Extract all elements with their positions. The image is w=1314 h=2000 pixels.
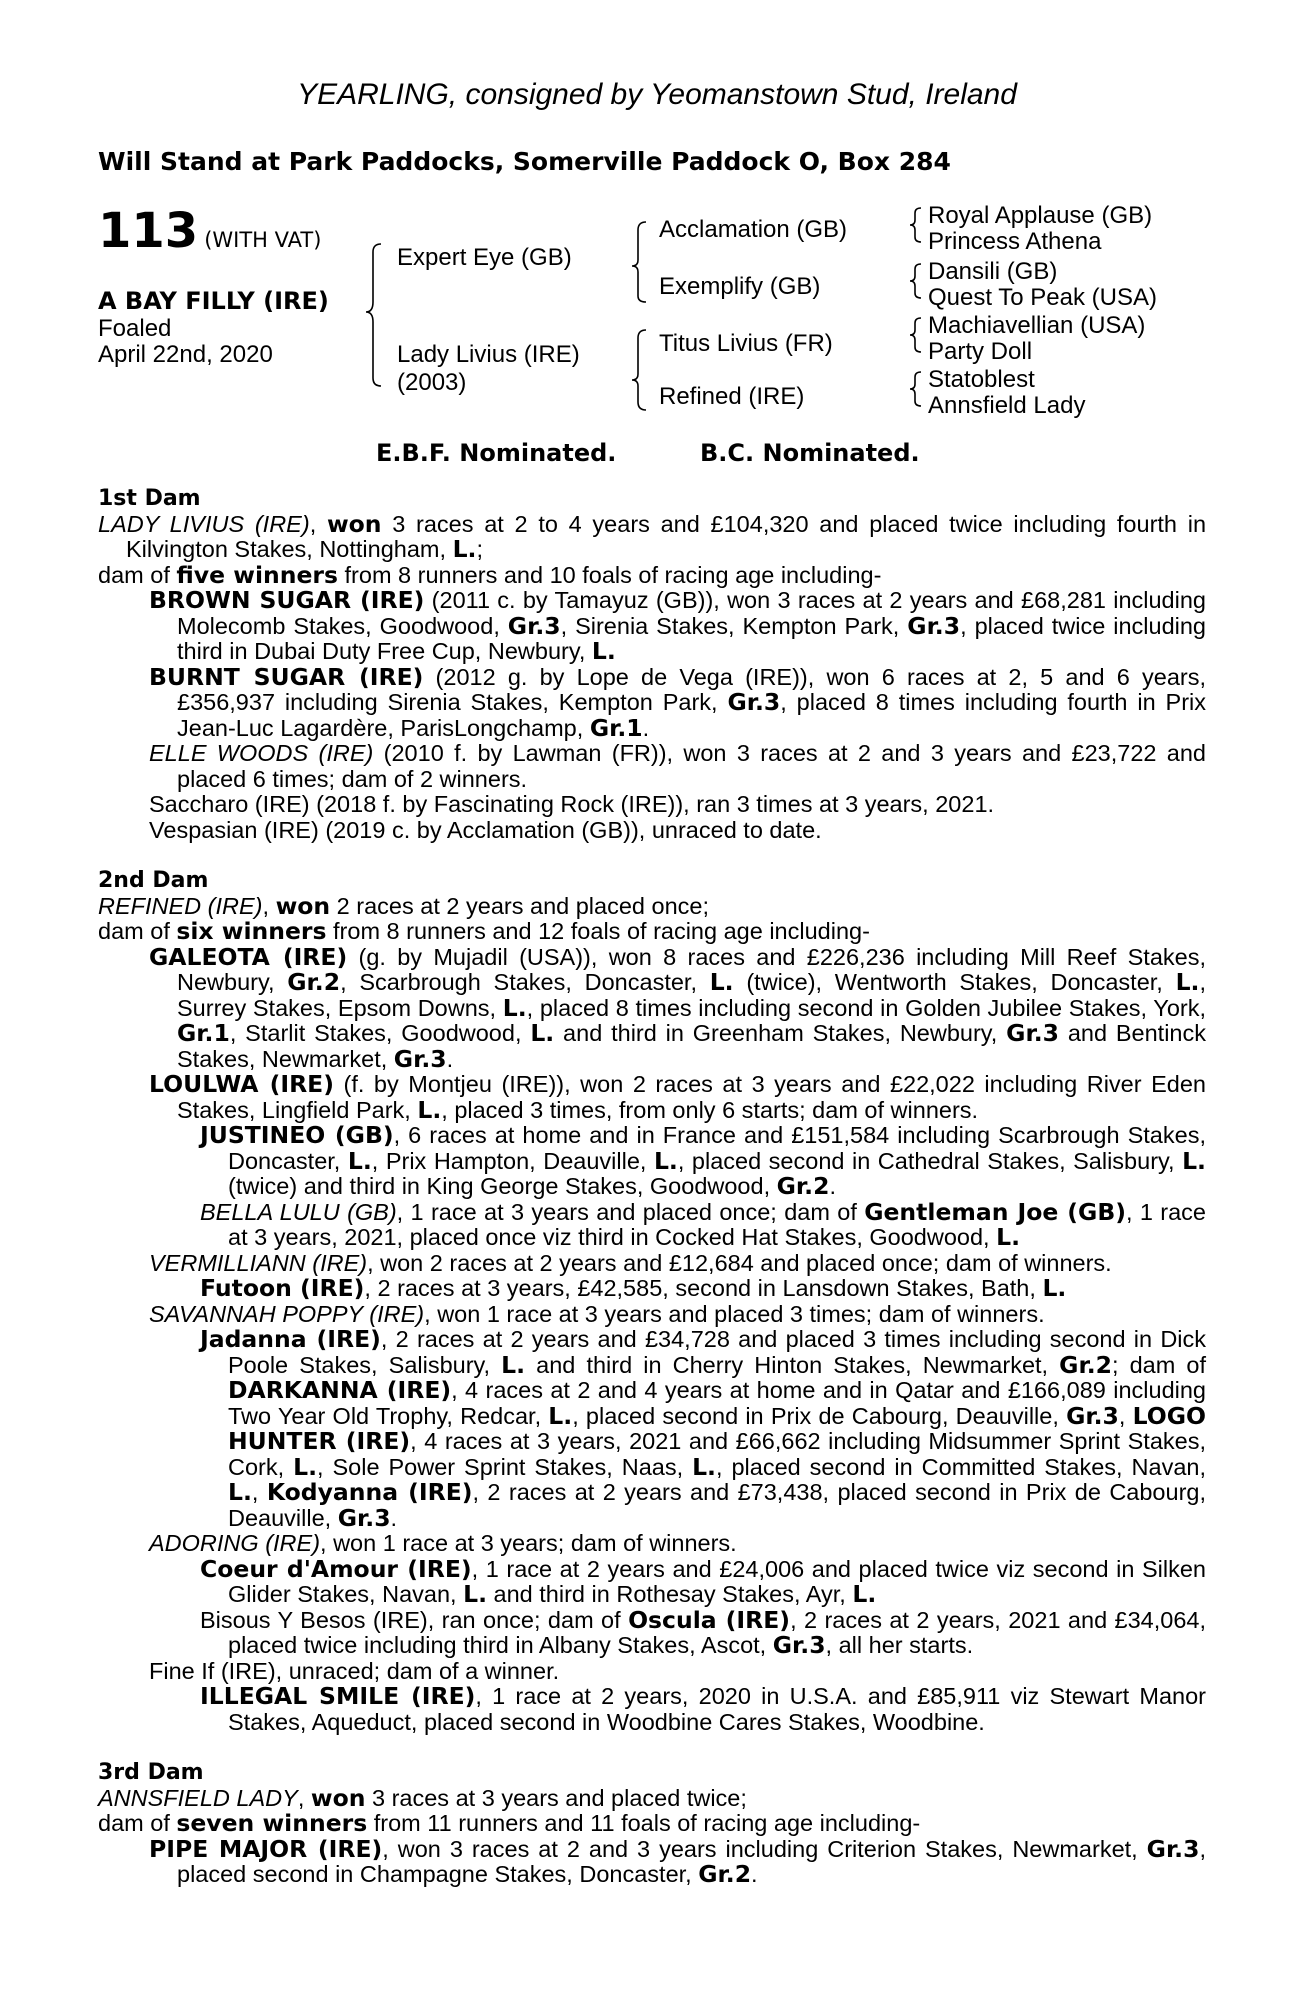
text-run: L. bbox=[293, 1452, 318, 1481]
lot-number: 113 bbox=[98, 203, 199, 259]
entry-savannah-poppy bbox=[149, 1302, 1206, 1328]
text-run: Vespasian (IRE) (2019 c. by Acclamation (GB)), unraced to date. bbox=[149, 816, 822, 843]
entry-galeota bbox=[149, 942, 1206, 1073]
text-run: , 1 race at 3 years, 2021, placed once viz third in Cocked Hat Stakes, Goodwood, bbox=[228, 1198, 1206, 1250]
text-run: L. bbox=[452, 535, 477, 563]
g3-7: Statoblest bbox=[928, 366, 1035, 393]
text-run: DARKANNA (IRE) bbox=[228, 1376, 452, 1404]
text-run: L. bbox=[1175, 968, 1200, 996]
text-run: , placed 8 times including fourth in Prix Jean-Luc Lagardère, ParisLongchamp, bbox=[177, 689, 1206, 741]
text-run: L. bbox=[1182, 1146, 1206, 1175]
foaled-date: April 22nd, 2020 bbox=[98, 341, 273, 368]
entry-brown-sugar bbox=[149, 588, 1206, 665]
text-run: L. bbox=[709, 968, 734, 996]
text-run: five winners bbox=[176, 560, 338, 589]
text-run: BROWN SUGAR (IRE) bbox=[149, 586, 425, 614]
horse-name: A BAY FILLY (IRE) bbox=[98, 287, 329, 315]
text-run: , Scarbrough Stakes, Doncaster, bbox=[340, 969, 710, 995]
text-run: ANNSFIELD LADY bbox=[98, 1784, 298, 1811]
text-run: PIPE MAJOR (IRE) bbox=[149, 1834, 383, 1863]
entry-fine-if bbox=[149, 1659, 1206, 1685]
text-run: dam of bbox=[98, 918, 177, 944]
text-run: won bbox=[310, 1783, 366, 1812]
text-run: Gr.3 bbox=[907, 611, 961, 640]
vat-note: (WITH VAT) bbox=[204, 228, 322, 252]
text-run: Fine If (IRE), unraced; dam of a winner. bbox=[149, 1657, 560, 1684]
produce-record bbox=[98, 486, 1206, 1888]
section-gap bbox=[98, 843, 1206, 868]
text-run: 3 races at 2 to 4 years and £104,320 and placed twice including fourth in Kilvington Stakes, Nottingham, bbox=[126, 510, 1207, 562]
text-run: . bbox=[642, 714, 650, 741]
g3-3: Dansili (GB) bbox=[928, 258, 1058, 285]
text-run: ILLEGAL SMILE (IRE) bbox=[200, 1682, 476, 1710]
text-run: L. bbox=[692, 1452, 716, 1481]
entry-d1-produce bbox=[98, 560, 1206, 589]
text-run: Gr.3 bbox=[772, 1631, 826, 1659]
text-run: LOULWA (IRE) bbox=[149, 1070, 334, 1098]
text-run: from 8 runners and 12 foals of racing age including- bbox=[326, 918, 870, 944]
entry-elle-woods bbox=[149, 741, 1206, 792]
text-run: , Surrey Stakes, Epsom Downs, bbox=[177, 969, 1206, 1021]
text-run: L. bbox=[653, 1146, 678, 1175]
text-run: . bbox=[390, 1504, 398, 1531]
text-run: L. bbox=[591, 637, 616, 665]
entry-bisous bbox=[200, 1605, 1207, 1659]
text-run: (2012 g. by Lope de Vega (IRE)), won 6 races at 2, 5 and 6 years, £356,937 including Sirenia Stakes, Kempton Park, bbox=[177, 663, 1206, 715]
text-run: BURNT SUGAR (IRE) bbox=[149, 662, 424, 691]
sire-name: Expert Eye (GB) bbox=[397, 244, 572, 271]
text-run: won bbox=[326, 509, 382, 538]
bracket-main bbox=[366, 244, 381, 386]
entry-vespasian bbox=[149, 818, 1206, 844]
text-run: Gr.2 bbox=[698, 1860, 752, 1888]
text-run: LOGO HUNTER (IRE) bbox=[228, 1401, 1206, 1455]
text-run: L. bbox=[417, 1095, 442, 1124]
entry-d1-intro bbox=[98, 509, 1207, 563]
text-run: 3 races at 3 years and placed twice; bbox=[365, 1784, 747, 1811]
text-run: and third in Cherry Hinton Stakes, Newmarket, bbox=[525, 1351, 1060, 1378]
text-run: Gr.2 bbox=[1059, 1350, 1112, 1379]
text-run: GALEOTA (IRE) bbox=[149, 942, 348, 971]
sire-sire: Acclamation (GB) bbox=[659, 216, 848, 243]
text-run: (twice) and third in King George Stakes, Goodwood, bbox=[228, 1173, 777, 1199]
text-run: JUSTINEO (GB) bbox=[200, 1121, 394, 1149]
text-run: Coeur d'Amour (IRE) bbox=[200, 1554, 472, 1583]
sire-dam: Exemplify (GB) bbox=[659, 273, 821, 300]
text-run: , bbox=[309, 510, 327, 537]
text-run: . bbox=[751, 1861, 758, 1887]
bc-nomination: B.C. Nominated. bbox=[700, 439, 920, 467]
section-gap bbox=[98, 1735, 1206, 1760]
text-run: Gr.3 bbox=[727, 688, 781, 716]
entry-vermilliann bbox=[149, 1251, 1206, 1277]
text-run: REFINED (IRE) bbox=[98, 892, 263, 919]
text-run: Futoon (IRE) bbox=[200, 1274, 365, 1302]
g3-1: Royal Applause (GB) bbox=[928, 202, 1153, 229]
entry-futoon bbox=[200, 1276, 1206, 1302]
text-run: dam of bbox=[98, 561, 177, 588]
text-run: L. bbox=[996, 1223, 1021, 1251]
section-heading-third: 3rd Dam bbox=[98, 1760, 204, 1785]
text-run: L. bbox=[530, 1019, 555, 1047]
entry-burnt-sugar bbox=[149, 662, 1206, 742]
bracket-g3-3 bbox=[910, 318, 921, 352]
text-run: Gr.3 bbox=[337, 1503, 391, 1532]
text-run: (2011 c. by Tamayuz (GB)), won 3 races at 2 years and £68,281 including Molecomb Stakes, Goodwood, bbox=[177, 587, 1206, 639]
entry-d3-produce bbox=[98, 1811, 1206, 1837]
g3-5: Machiavellian (USA) bbox=[928, 312, 1146, 339]
text-run: Gr.2 bbox=[776, 1172, 830, 1200]
text-run: six winners bbox=[176, 917, 327, 945]
text-run: Kodyanna (IRE) bbox=[266, 1478, 473, 1506]
text-run: Gr.1 bbox=[589, 713, 643, 742]
entry-d2-produce bbox=[98, 919, 1206, 945]
g3-8: Annsfield Lady bbox=[928, 392, 1086, 419]
text-run: , placed second in Prix de Cabourg, Deauville, bbox=[572, 1402, 1067, 1429]
text-run: , bbox=[251, 1479, 267, 1505]
text-run: , 4 races at 3 years, 2021 and £66,662 including Midsummer Sprint Stakes, Cork, bbox=[228, 1428, 1206, 1480]
text-run: , 2 races at 3 years, £42,585, second in Lansdown Stakes, Bath, bbox=[364, 1275, 1043, 1301]
text-run: , 1 race at 2 years, 2020 in U.S.A. and £85,911 viz Stewart Manor Stakes, Aqueduct, placed second in Woodbine Cares Stakes, Woodbine. bbox=[228, 1683, 1206, 1735]
bracket-g3-1 bbox=[910, 208, 921, 242]
section-heading-second: 2nd Dam bbox=[98, 868, 209, 893]
text-run: , 1 race at 2 years and £24,006 and placed twice viz second in Silken Glider Stakes, Navan, bbox=[228, 1555, 1206, 1607]
text-run: ADORING (IRE) bbox=[149, 1530, 321, 1556]
text-run: , won 1 race at 3 years; dam of winners. bbox=[320, 1530, 737, 1556]
text-run: dam of bbox=[98, 1810, 177, 1836]
text-run: , bbox=[1118, 1402, 1133, 1429]
dam-name: Lady Livius (IRE) bbox=[397, 341, 580, 368]
text-run: , 2 races at 2 years, 2021 and £34,064, placed twice including third in Albany Stakes, Ascot, bbox=[228, 1606, 1207, 1658]
text-run: Gr.1 bbox=[177, 1019, 230, 1047]
text-run: L. bbox=[228, 1478, 252, 1506]
text-run: seven winners bbox=[176, 1809, 368, 1837]
section-heading-first: 1st Dam bbox=[98, 486, 201, 511]
text-run: L. bbox=[463, 1580, 488, 1608]
text-run: 2 races at 2 years and placed once; bbox=[330, 892, 710, 919]
entry-d3-intro bbox=[98, 1783, 1206, 1812]
text-run: , placed second in Committed Stakes, Navan, bbox=[715, 1453, 1206, 1480]
entry-adoring bbox=[149, 1531, 1206, 1557]
text-run: Gr.3 bbox=[393, 1044, 447, 1073]
bracket-g3-2 bbox=[910, 264, 921, 298]
text-run: , Starlit Stakes, Goodwood, bbox=[229, 1020, 531, 1046]
text-run: , 2 races at 2 years and £34,728 and placed 3 times including second in Dick Poole Stakes, Salisbury, bbox=[228, 1326, 1207, 1378]
text-run: Oscula (IRE) bbox=[628, 1605, 791, 1634]
bracket-g3-4 bbox=[910, 372, 921, 406]
text-run: . bbox=[829, 1173, 836, 1199]
text-run: , won 3 races at 2 and 3 years including Criterion Stakes, Newmarket, bbox=[382, 1835, 1147, 1862]
text-run: , placed second in Cathedral Stakes, Salisbury, bbox=[677, 1147, 1183, 1174]
text-run: , Prix Hampton, Deauville, bbox=[371, 1147, 654, 1174]
consignment-line: YEARLING, consigned by Yeomanstown Stud, Ireland bbox=[297, 78, 1017, 111]
text-run: (2010 f. by Lawman (FR)), won 3 races at 2 and 3 years and £23,722 and placed 6 times; dam of 2 winners. bbox=[177, 740, 1206, 792]
dam-foaled-year: (2003) bbox=[397, 369, 467, 396]
text-run: , 6 races at home and in France and £151,584 including Scarbrough Stakes, Doncaster, bbox=[228, 1122, 1206, 1174]
text-run: , bbox=[297, 1784, 311, 1811]
text-run: Gr.3 bbox=[507, 611, 561, 640]
text-run: (f. by Montjeu (IRE)), won 2 races at 3 years and £22,022 including River Eden Stakes, Lingfield Park, bbox=[177, 1071, 1206, 1123]
dam-sire: Titus Livius (FR) bbox=[659, 330, 833, 357]
text-run: (twice), Wentworth Stakes, Doncaster, bbox=[733, 969, 1176, 995]
text-run: , placed twice including third in Dubai Duty Free Cup, Newbury, bbox=[177, 612, 1206, 664]
text-run: and third in Rothesay Stakes, Ayr, bbox=[487, 1581, 853, 1607]
text-run: Bisous Y Besos (IRE), ran once; dam of bbox=[200, 1606, 629, 1633]
text-run: , won 1 race at 3 years and placed 3 times; dam of winners. bbox=[424, 1300, 1045, 1327]
entry-pipe-major bbox=[149, 1834, 1206, 1888]
text-run: Jadanna (IRE) bbox=[200, 1325, 381, 1353]
pedigree-brackets bbox=[0, 0, 1314, 460]
text-run: won bbox=[275, 891, 331, 920]
text-run: L. bbox=[502, 993, 527, 1022]
text-run: Gr.3 bbox=[1066, 1401, 1119, 1430]
text-run: , all her starts. bbox=[825, 1632, 974, 1658]
dam-dam: Refined (IRE) bbox=[659, 383, 805, 410]
g3-4: Quest To Peak (USA) bbox=[928, 284, 1157, 311]
text-run: ; dam of bbox=[1111, 1351, 1207, 1378]
ebf-nomination: E.B.F. Nominated. bbox=[376, 439, 617, 467]
text-run: VERMILLIANN (IRE) bbox=[149, 1249, 368, 1276]
foaled-label: Foaled bbox=[98, 315, 172, 342]
entry-justineo bbox=[200, 1123, 1206, 1200]
text-run: ELLE WOODS (IRE) bbox=[149, 740, 374, 766]
text-run: L. bbox=[548, 1401, 573, 1430]
text-run: Gr.3 bbox=[1006, 1019, 1059, 1047]
text-run: Gr.3 bbox=[1146, 1834, 1200, 1863]
text-run: , 4 races at 2 and 4 years at home and in Qatar and £166,089 including Two Year Old Trophy, Redcar, bbox=[228, 1377, 1206, 1429]
text-run: , placed second in Champagne Stakes, Doncaster, bbox=[177, 1835, 1206, 1887]
text-run: , Sirenia Stakes, Kempton Park, bbox=[560, 612, 908, 639]
entry-saccharo bbox=[149, 792, 1206, 818]
entry-loulwa bbox=[149, 1072, 1206, 1123]
text-run: ; bbox=[476, 536, 483, 562]
text-run: (g. by Mujadil (USA)), won 8 races and £226,236 including Mill Reef Stakes, Newbury, bbox=[177, 943, 1206, 995]
entry-jadanna bbox=[200, 1327, 1206, 1531]
text-run: L. bbox=[347, 1146, 372, 1175]
text-run: LADY LIVIUS (IRE) bbox=[98, 510, 310, 537]
text-run: , 2 races at 2 years and £73,438, placed second in Prix de Cabourg, Deauville, bbox=[228, 1479, 1206, 1531]
text-run: from 11 runners and 11 foals of racing age including- bbox=[367, 1810, 921, 1836]
bracket-dam bbox=[632, 330, 646, 410]
text-run: , Sole Power Sprint Stakes, Naas, bbox=[317, 1453, 693, 1480]
g3-6: Party Doll bbox=[928, 338, 1033, 365]
text-run: , placed 3 times, from only 6 starts; dam of winners. bbox=[441, 1096, 979, 1123]
text-run: BELLA LULU (GB) bbox=[200, 1198, 397, 1225]
text-run: Gentleman Joe (GB) bbox=[864, 1197, 1126, 1226]
g3-2: Princess Athena bbox=[928, 228, 1102, 255]
entry-coeur-damour bbox=[200, 1554, 1206, 1608]
entry-d2-intro bbox=[98, 891, 1206, 920]
entry-bella-lulu bbox=[200, 1197, 1206, 1251]
text-run: . bbox=[446, 1045, 454, 1072]
text-run: L. bbox=[1042, 1274, 1067, 1302]
text-run: and third in Greenham Stakes, Newbury, bbox=[554, 1020, 1007, 1046]
entry-illegal-smile bbox=[200, 1684, 1206, 1735]
text-run: Gr.2 bbox=[287, 968, 341, 996]
text-run: , bbox=[262, 892, 276, 919]
text-run: , 1 race at 3 years and placed once; dam of bbox=[396, 1198, 865, 1225]
text-run: from 8 runners and 10 foals of racing age including- bbox=[337, 561, 882, 588]
text-run: L. bbox=[852, 1580, 877, 1608]
stand-location: Will Stand at Park Paddocks, Somerville Paddock O, Box 284 bbox=[98, 147, 951, 176]
text-run: Saccharo (IRE) (2018 f. by Fascinating Rock (IRE)), ran 3 times at 3 years, 2021. bbox=[149, 791, 995, 817]
text-run: and Bentinck Stakes, Newmarket, bbox=[177, 1020, 1206, 1072]
text-run: , won 2 races at 2 years and £12,684 and placed once; dam of winners. bbox=[367, 1249, 1112, 1276]
text-run: , placed 8 times including second in Golden Jubilee Stakes, York, bbox=[526, 994, 1206, 1021]
bracket-sire bbox=[632, 222, 646, 302]
text-run: SAVANNAH POPPY (IRE) bbox=[149, 1300, 425, 1327]
text-run: L. bbox=[501, 1350, 526, 1379]
